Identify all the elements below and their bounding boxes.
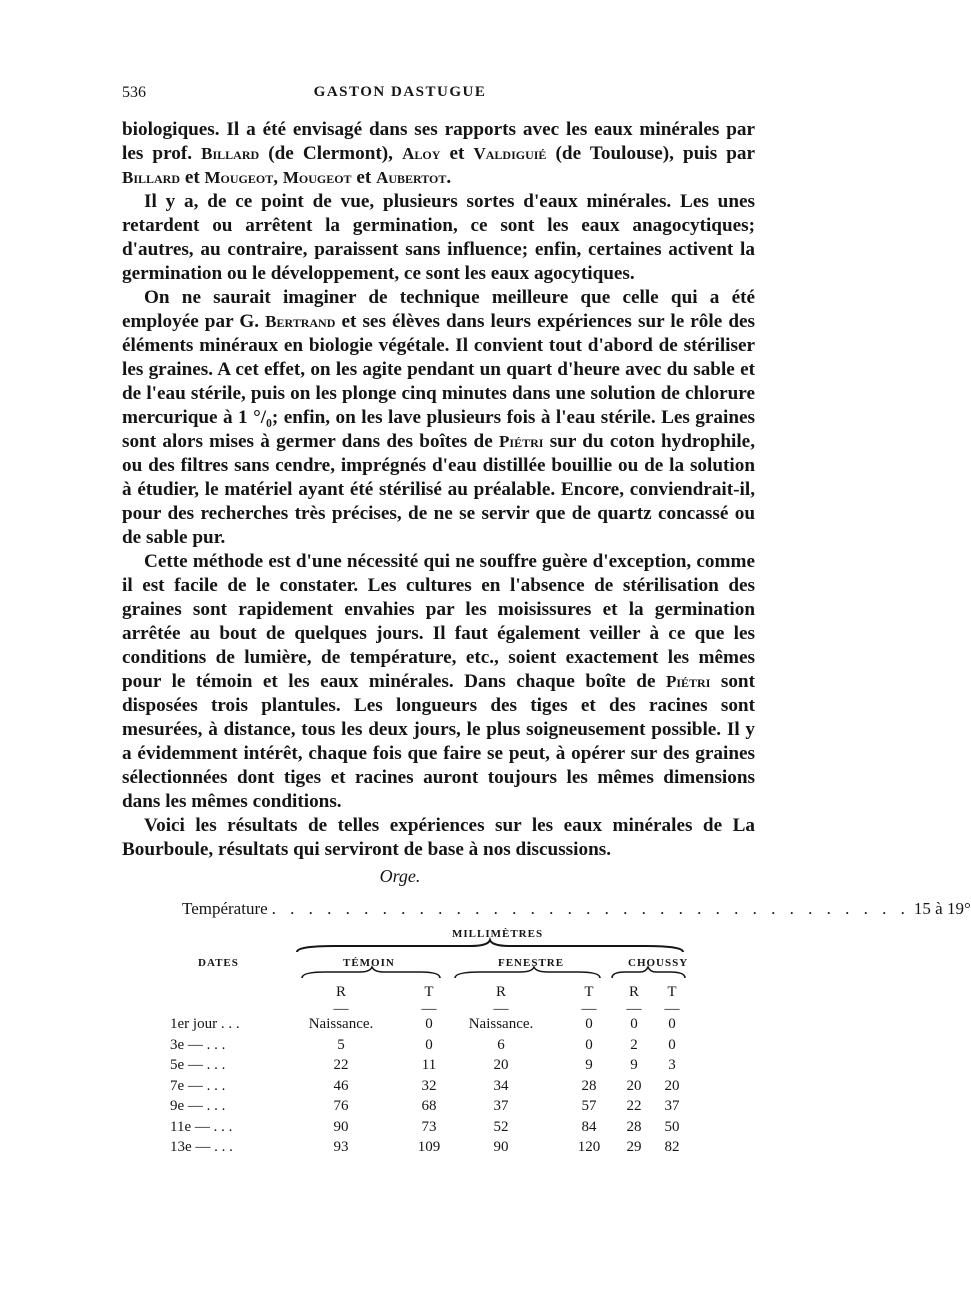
- proper-name: Billard: [122, 168, 181, 187]
- subcol-temoin-t: T: [424, 984, 434, 1000]
- text-run: ,: [273, 167, 283, 188]
- table-cell: Naissance.: [308, 1016, 374, 1032]
- table-cell: 0: [425, 1016, 433, 1032]
- paragraph-4: [122, 550, 755, 814]
- table-cell: 28: [581, 1077, 597, 1094]
- table-cell: 29: [626, 1139, 642, 1155]
- row-date: 5e — . . .: [170, 1057, 226, 1073]
- proper-name: Mougeot: [204, 168, 274, 187]
- row-date: 3e — . . .: [170, 1036, 226, 1053]
- subcol-rule: —: [421, 1001, 437, 1017]
- paragraph-1: [122, 118, 755, 190]
- subcol-fenestre-r: R: [495, 984, 506, 1000]
- table-cell: 28: [626, 1118, 642, 1135]
- table-cell: 22: [333, 1057, 349, 1073]
- table-row: [0, 1119, 800, 1140]
- table-cell: 82: [664, 1139, 680, 1155]
- millimetres-brace: [295, 938, 685, 958]
- text-run: sont disposées trois plantules. Les longueurs des tiges et des racines sont mesurées, à distance, tous les deux jours, le plus soigneusement possible. Il y a évidemment intérêt, chaque fois que faire se peut, à opérer sur des graines sélectionnées dont tiges et racines auront toujours les mêmes dimensions dans les mêmes conditions.: [122, 671, 755, 812]
- table-cell: 9: [585, 1057, 593, 1073]
- text-run: .: [446, 167, 452, 188]
- table-cell: 34: [493, 1077, 509, 1094]
- text-run: Voici les résultats de telles expériences sur les eaux minérales de La Bourboule, résultats qui serviront de base à nos discussions.: [122, 815, 755, 860]
- table-cell: 20: [493, 1057, 509, 1073]
- row-date: 11e — . . .: [170, 1118, 233, 1135]
- text-run: et: [180, 167, 205, 188]
- table-cell: 0: [630, 1016, 638, 1032]
- text-run: (de Toulouse), puis par: [546, 143, 756, 164]
- group-fenestre: FENESTRE: [498, 957, 565, 969]
- table-cell: 57: [581, 1098, 597, 1114]
- text-run: On ne saurait imaginer de technique meilleure que celle qui a été employée par G.: [122, 287, 755, 332]
- table-cell: 90: [493, 1139, 509, 1155]
- table-cell: 11: [421, 1057, 437, 1073]
- subcol-choussy-r: R: [628, 984, 639, 1000]
- table-cell: 93: [333, 1139, 349, 1155]
- subcol-fenestre-t: T: [584, 984, 594, 1000]
- text-run: biologiques. Il a été envisagé dans ses rapports avec les eaux minérales par les prof.: [122, 119, 755, 164]
- table-cell: 50: [664, 1118, 680, 1135]
- subcol-rule: —: [493, 1001, 509, 1017]
- leader-dots: . . . . . . . . . . . . . . . . . . . . . . . . . . . . . . . . . . .: [271, 899, 910, 918]
- table-cell: 109: [417, 1139, 441, 1155]
- page-number: 536: [122, 84, 146, 101]
- proper-name: Aubertot: [376, 168, 447, 187]
- text-run: et ses élèves dans leurs expériences sur le rôle des éléments minéraux en biologie végétale. Il convient tout d'abord de stériliser les graines. A cet effet, on les agite pendant un quart d'heure avec du sable et de l'eau stérile, puis on les plonge cinq minutes dans une solution de chlorure mercurique à 1 °/₀; enfin, on les lave plusieurs fois à l'eau stérile. Les graines sont alors mises à germer dans des boîtes de: [122, 311, 755, 452]
- row-date: 13e — . . .: [170, 1139, 233, 1155]
- row-date: 1er jour . . .: [170, 1016, 240, 1032]
- subcol-rule: —: [333, 1001, 349, 1017]
- table-title: Orge.: [379, 866, 421, 886]
- table-cell: 0: [425, 1036, 433, 1053]
- group-temoin: TÉMOIN: [343, 957, 395, 969]
- subcol-rule: —: [626, 1001, 642, 1017]
- subcol-temoin-r: R: [335, 984, 346, 1000]
- row-date: 7e — . . .: [170, 1077, 226, 1094]
- table-cell: 73: [421, 1118, 437, 1135]
- temperature-value: 15 à 19°: [913, 899, 971, 918]
- body-text: [122, 118, 755, 862]
- table-cell: 9: [630, 1057, 638, 1073]
- proper-name: Mougeot: [282, 168, 352, 187]
- table-cell: 0: [585, 1036, 593, 1053]
- dates-header: DATES: [198, 957, 239, 969]
- text-run: Cette méthode est d'une nécessité qui ne souffre guère d'exception, comme il est facile de le constater. Les cultures en l'absence de stérilisation des graines sont rapidement envahies par les moisissures et la germination arrêtée au bout de quelques jours. Il faut également veiller à ce que les conditions de lumière, de température, etc., soient exactement les mêmes pour le témoin et les eaux minérales. Dans chaque boîte de: [122, 551, 755, 692]
- proper-name: Billard: [201, 144, 260, 163]
- paragraph-2: [122, 190, 755, 286]
- group-braces: [300, 966, 700, 982]
- table-row: [0, 1057, 800, 1078]
- temperature-row: [182, 899, 971, 919]
- unit-header: MILLIMÈTRES: [452, 928, 544, 940]
- proper-name: Bertrand: [265, 312, 336, 331]
- text-run: Il y a, de ce point de vue, plusieurs sortes d'eaux minérales. Les unes retardent ou arrêtent la germination, ce sont les eaux anagocytiques; d'autres, au contraire, paraissent sans influence; enfin, certaines activent la germination ou le développement, ce sont les eaux agocytiques.: [122, 191, 755, 284]
- subcol-rule: —: [581, 1001, 597, 1017]
- table-row: [0, 1139, 800, 1160]
- table-cell: 5: [337, 1036, 345, 1053]
- table-cell: 0: [585, 1016, 593, 1032]
- table-cell: 6: [497, 1036, 505, 1053]
- table-cell: 46: [333, 1077, 349, 1094]
- table-row: [0, 1098, 800, 1119]
- table-row: [0, 1037, 800, 1058]
- table-cell: 0: [668, 1016, 676, 1032]
- subcol-choussy-t: T: [667, 984, 677, 1000]
- temperature-label: Température: [182, 899, 268, 918]
- text-run: et: [351, 167, 377, 188]
- text-run: (de Clermont),: [259, 143, 403, 164]
- table-cell: 37: [664, 1098, 680, 1114]
- table-cell: 37: [493, 1098, 509, 1114]
- table-cell: 0: [668, 1036, 676, 1053]
- table-cell: 2: [630, 1036, 638, 1053]
- row-date: 9e — . . .: [170, 1098, 226, 1114]
- table-cell: 120: [577, 1139, 601, 1155]
- table-cell: 68: [421, 1098, 437, 1114]
- table-cell: 20: [626, 1077, 642, 1094]
- table-cell: 20: [664, 1077, 680, 1094]
- table-cell: 90: [333, 1118, 349, 1135]
- table-cell: Naissance.: [468, 1016, 534, 1032]
- proper-name: Piétri: [665, 672, 711, 691]
- running-header-author: GASTON DASTUGUE: [313, 84, 487, 100]
- paragraph-3: [122, 286, 755, 550]
- table-cell: 52: [493, 1118, 509, 1135]
- proper-name: Piétri: [499, 432, 544, 451]
- text-run: sur du coton hydrophile, ou des filtres sans cendre, imprégnés d'eau distillée bouillie ou de la solution à étudier, le matériel ayant été stérilisé au préalable. Encore, conviendrait-il, pour des recherches très précises, de ne se servir que de quartz concassé ou de sable pur.: [122, 431, 755, 548]
- table-cell: 84: [581, 1118, 597, 1135]
- text-run: et: [440, 143, 474, 164]
- table-row: [0, 1078, 800, 1099]
- table-row: [0, 1016, 800, 1037]
- table-cell: 22: [626, 1098, 642, 1114]
- proper-name: Aloy: [402, 144, 441, 163]
- table-cell: 32: [421, 1077, 437, 1094]
- paragraph-5: [122, 814, 755, 862]
- proper-name: Valdiguié: [473, 144, 547, 163]
- subcol-rule: —: [664, 1001, 680, 1017]
- table-cell: 3: [668, 1057, 676, 1073]
- table-cell: 76: [333, 1098, 349, 1114]
- group-choussy: CHOUSSY: [628, 957, 689, 969]
